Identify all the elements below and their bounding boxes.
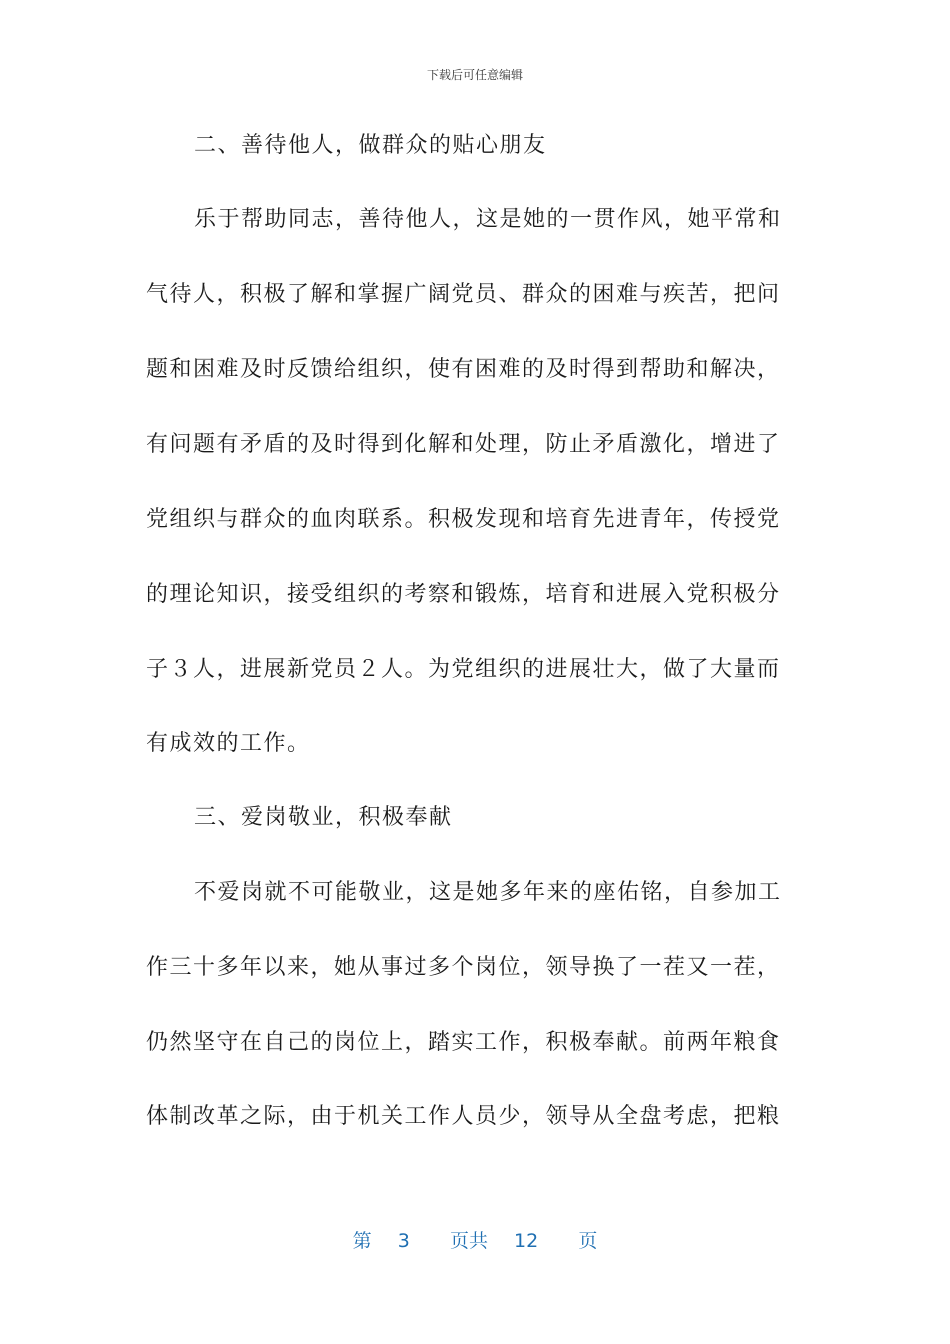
page-header: 下载后可任意编辑 [426,68,523,82]
section-heading-3: 三、爱岗敬业，积极奉献 [194,805,453,830]
paragraph-line: 不爱岗就不可能敬业，这是她多年来的座佑铭，自参加工 [194,880,782,905]
paragraph-line: 仍然坚守在自己的岗位上，踏实工作，积极奉献。前两年粮食 [146,1030,781,1055]
paragraph-line: 体制改革之际，由于机关工作人员少，领导从全盘考虑，把粮 [146,1104,781,1129]
total-pages-number: 12 [514,1230,539,1252]
paragraph-line: 乐于帮助同志，善待他人，这是她的一贯作风，她平常和 [194,207,782,232]
paragraph-line: 的理论知识，接受组织的考察和锻炼，培育和进展入党积极分 [146,582,781,607]
footer-suffix: 页 [578,1230,598,1252]
paragraph-line: 党组织与群众的血肉联系。积极发现和培育先进青年，传授党 [146,507,781,532]
footer-prefix: 第 [352,1230,372,1252]
paragraph-line: 有问题有矛盾的及时得到化解和处理，防止矛盾激化，增进了 [146,432,781,457]
paragraph-line: 作三十多年以来，她从事过多个岗位，领导换了一茬又一茬， [146,955,781,980]
paragraph-line: 有成效的工作。 [146,731,311,756]
page-footer [0,1226,950,1253]
paragraph-line: 题和困难及时反馈给组织，使有困难的及时得到帮助和解决， [146,357,781,382]
paragraph-line: 子３人，进展新党员２人。为党组织的进展壮大，做了大量而 [146,657,781,682]
current-page-number: 3 [397,1230,410,1252]
section-heading-2: 二、善待他人，做群众的贴心朋友 [194,133,547,158]
footer-middle: 页共 [449,1230,488,1252]
paragraph-line: 气待人，积极了解和掌握广阔党员、群众的困难与疾苦，把问 [146,282,781,307]
